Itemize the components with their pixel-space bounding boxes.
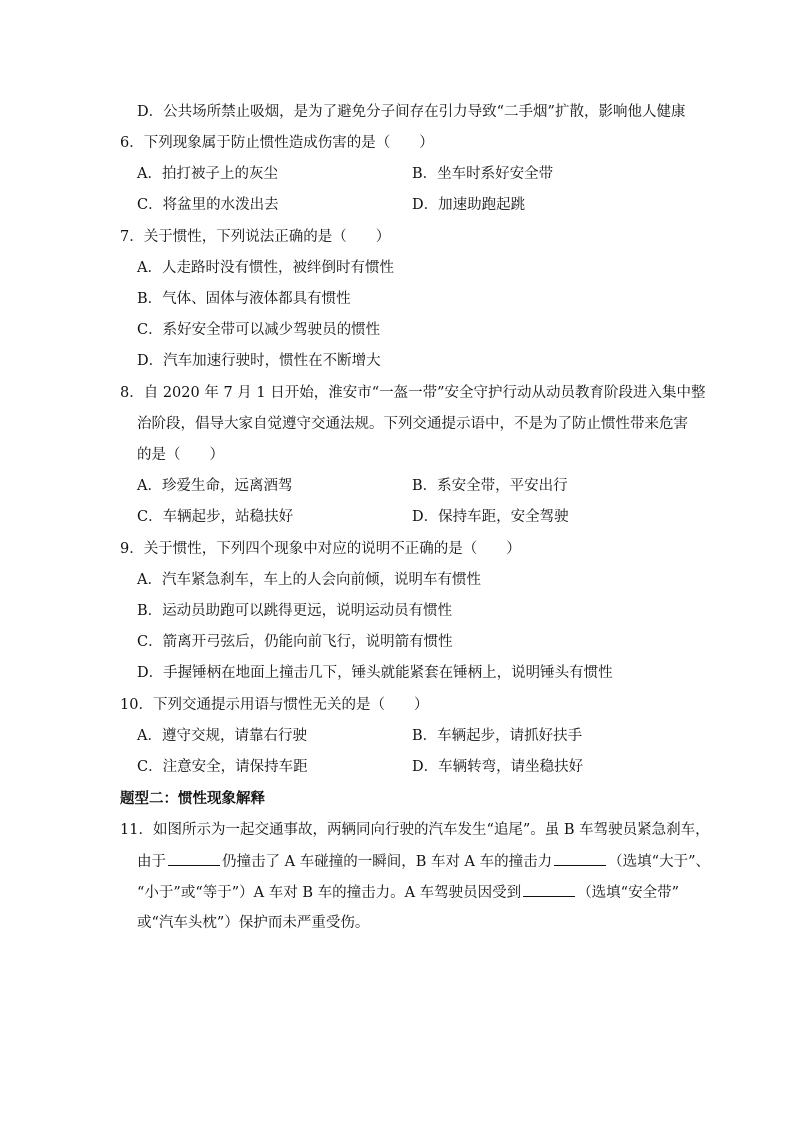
question-11-line-4: 或“汽车头枕”）保护而未严重受伤。	[137, 915, 370, 931]
q6-option-c: C．将盆里的水泼出去	[137, 197, 279, 213]
q9-option-b: B．运动员助跑可以跳得更远，说明运动员有惯性	[137, 603, 453, 619]
q9-option-d: D．手握锤柄在地面上撞击几下，锤头就能紧套在锤柄上，说明锤头有惯性	[137, 665, 613, 681]
q6-option-d: D．加速助跑起跳	[412, 197, 526, 213]
question-11-line-1: 11．如图所示为一起交通事故，两辆同向行驶的汽车发生“追尾”。虽 B 车驾驶员紧急刹车，	[120, 822, 710, 838]
question-8-line-1: 8．自 2020 年 7 月 1 日开始，淮安市“一盔一带”安全守护行动从动员教育阶段进入集中整	[120, 385, 706, 401]
q7-option-b: B．气体、固体与液体都具有惯性	[137, 291, 351, 307]
q10-option-b: B．车辆起步，请抓好扶手	[412, 728, 583, 744]
question-10: 10．下列交通提示用语与惯性无关的是（ ）	[120, 697, 429, 713]
answer-blank-2[interactable]	[554, 851, 606, 866]
q9-option-c: C．箭离开弓弦后，仍能向前飞行，说明箭有惯性	[137, 634, 453, 650]
q11-text-2b: 仍撞击了 A 车碰撞的一瞬间，B 车对 A 车的撞击力	[222, 854, 553, 870]
q5-option-d: D．公共场所禁止吸烟，是为了避免分子间存在引力导致“二手烟”扩散，影响他人健康	[137, 104, 686, 120]
question-11-line-2	[137, 851, 710, 872]
question-8-line-3: 的是（ ）	[137, 447, 224, 463]
q10-option-a: A．遵守交规，请靠右行驶	[137, 728, 307, 744]
q9-option-a: A．汽车紧急刹车，车上的人会向前倾，说明车有惯性	[137, 572, 481, 588]
q10-option-d: D．车辆转弯，请坐稳扶好	[412, 759, 584, 775]
question-7: 7．关于惯性，下列说法正确的是（ ）	[120, 229, 391, 245]
q8-option-a: A．珍爱生命，远离酒驾	[137, 478, 293, 494]
q7-option-c: C．系好安全带可以减少驾驶员的惯性	[137, 322, 381, 338]
question-9: 9．关于惯性，下列四个现象中对应的说明不正确的是（ ）	[120, 541, 521, 557]
q6-option-b: B．坐车时系好安全带	[412, 166, 554, 182]
q11-text-2c: （选填“大于”、	[608, 854, 710, 870]
answer-blank-1[interactable]	[168, 851, 220, 866]
q11-text-3a: “小于”或“等于”）A 车对 B 车的撞击力。A 车驾驶员因受到	[137, 885, 522, 901]
answer-blank-3[interactable]	[523, 882, 575, 897]
q6-option-a: A．拍打被子上的灰尘	[137, 166, 278, 182]
q8-option-d: D．保持车距，安全驾驶	[412, 509, 569, 525]
q7-option-a: A．人走路时没有惯性，被绊倒时有惯性	[137, 260, 394, 276]
question-8-line-2: 治阶段，倡导大家自觉遵守交通法规。下列交通提示语中，不是为了防止惯性带来危害	[137, 416, 688, 432]
section-heading: 题型二：惯性现象解释	[120, 790, 265, 807]
q8-option-c: C．车辆起步，站稳扶好	[137, 509, 294, 525]
q10-option-c: C．注意安全，请保持车距	[137, 759, 308, 775]
q8-option-b: B．系安全带，平安出行	[412, 478, 568, 494]
q7-option-d: D．汽车加速行驶时，惯性在不断增大	[137, 353, 381, 369]
q11-text-2a: 由于	[137, 854, 166, 870]
q11-text-3b: （选填“安全带”	[577, 885, 680, 901]
question-11-line-3	[137, 882, 679, 903]
question-6: 6．下列现象属于防止惯性造成伤害的是（ ）	[120, 135, 434, 151]
